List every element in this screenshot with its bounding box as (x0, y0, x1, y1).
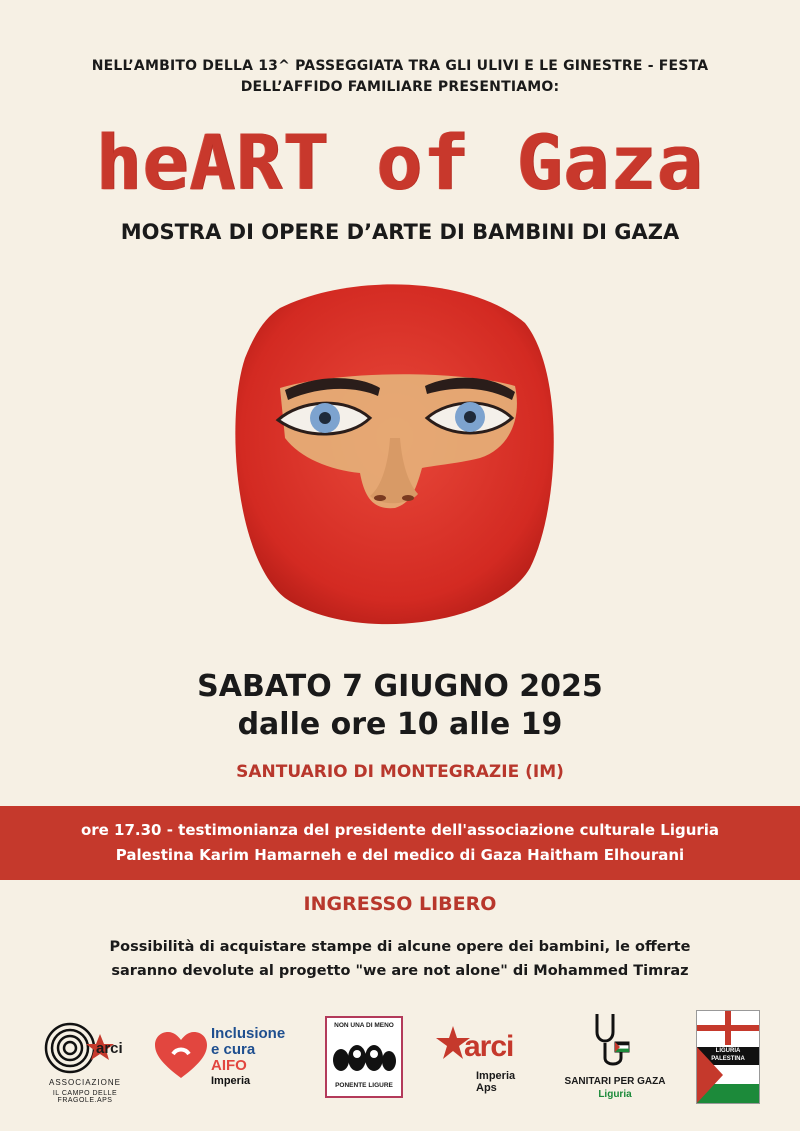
lp-line-2: PALESTINA (711, 1056, 745, 1062)
stethoscope-icon (585, 1012, 645, 1070)
logo-campo-fragole (30, 1016, 140, 1116)
free-entry-label: INGRESSO LIBERO (303, 893, 497, 915)
logo-liguria-palestina (696, 1010, 760, 1104)
arci-brand: arci (464, 1030, 514, 1063)
campo-line-2: IL CAMPO DELLE FRAGOLE.APS (52, 1090, 118, 1104)
arci-sub: Imperia Aps (476, 1070, 516, 1094)
event-venue: SANTUARIO DI MONTEGRAZIE (IM) (236, 762, 564, 782)
logo-non-una-di-meno (325, 1016, 403, 1098)
event-date-line: SABATO 7 GIUGNO 2025 (197, 669, 603, 704)
sanitari-line-2: Liguria (598, 1089, 632, 1100)
nudm-top: NON UNA DI MENO (334, 1022, 394, 1029)
logo-arci-imperia (436, 1026, 536, 1096)
prints-note (40, 935, 760, 983)
artwork-face-illustration (230, 278, 560, 638)
heart-icon (155, 1032, 207, 1080)
banner-line-2: Palestina Karim Hamarneh e del medico di Gaza Haitham Elhourani (115, 846, 685, 864)
logo-sanitari-per-gaza (560, 1012, 670, 1104)
aifo-line-4: Imperia (211, 1075, 251, 1087)
sponsor-logos (0, 1008, 800, 1118)
nudm-bottom: PONENTE LIGURE (335, 1082, 393, 1089)
aifo-line-1: Inclusione (211, 1025, 286, 1042)
spiral-icon (30, 1016, 140, 1078)
logo-aifo (155, 1026, 305, 1106)
sanitari-line-1: SANITARI PER GAZA (564, 1076, 666, 1087)
poster-subtitle: MOSTRA DI OPERE D’ARTE DI BAMBINI DI GAZA (120, 220, 680, 244)
poster-title: heART of Gaza (96, 118, 704, 207)
intro-line-1: NELL’AMBITO DELLA 13^ PASSEGGIATA TRA GLI ULIVI E LE GINESTRE - FESTA (91, 58, 709, 74)
campo-line-1: ASSOCIAZIONE (48, 1078, 121, 1087)
campo-brand: arci (96, 1040, 123, 1057)
note-line-1: Possibilità di acquistare stampe di alcune opere dei bambini, le offerte (109, 939, 691, 955)
banner-line-1: ore 17.30 - testimonianza del presidente dell'associazione culturale Liguria (80, 821, 720, 839)
event-date (0, 668, 800, 744)
aifo-line-2: e cura (211, 1041, 256, 1058)
lp-line-1: LIGURIA (715, 1048, 741, 1054)
note-line-2: saranno devolute al progetto "we are not alone" di Mohammed Timraz (111, 963, 689, 979)
event-hours-line: dalle ore 10 alle 19 (237, 707, 563, 742)
intro-line-2: DELL’AFFIDO FAMILIARE PRESENTIAMO: (240, 79, 560, 95)
aifo-line-3: AIFO (211, 1057, 247, 1074)
testimony-banner (0, 806, 800, 880)
matryoshka-icon (327, 1036, 401, 1076)
intro-text (40, 56, 760, 98)
